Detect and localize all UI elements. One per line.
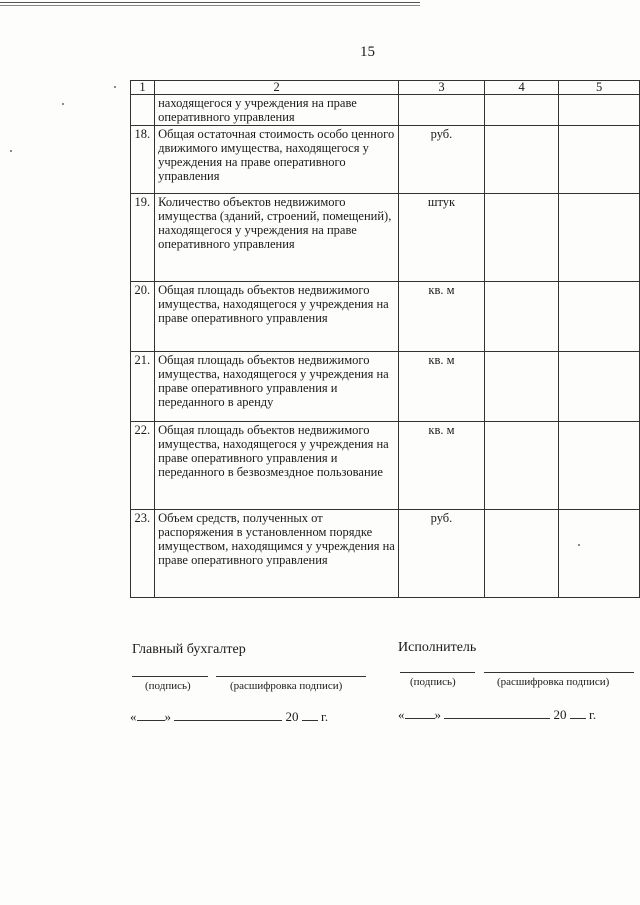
- chief-accountant-title: Главный бухгалтер: [132, 642, 246, 657]
- row-unit: руб.: [399, 510, 485, 598]
- date-field: [398, 707, 596, 723]
- row-description: Объем средств, полученных от распоряжения в установленном порядке имуществом, находящимся у учреждения на праве оперативного управления: [155, 510, 399, 598]
- table-row: [131, 510, 640, 598]
- page-number: 15: [360, 44, 375, 60]
- row-description: находящегося у учреждения на праве оперативного управления: [155, 95, 399, 126]
- header-cell: 5: [559, 81, 640, 95]
- row-number: 21.: [131, 352, 155, 422]
- row-number: 22.: [131, 422, 155, 510]
- date-close-quote: »: [434, 707, 441, 722]
- row-unit: кв. м: [399, 352, 485, 422]
- row-value-5: [559, 194, 640, 282]
- row-value-4: [484, 126, 559, 194]
- year-suffix: г.: [321, 709, 329, 724]
- signature-decode-caption: (расшифровка подписи): [230, 680, 343, 692]
- row-value-4: [484, 282, 559, 352]
- header-cell: 3: [399, 81, 485, 95]
- row-value-5: [559, 510, 640, 598]
- scan-speck: [62, 103, 64, 105]
- row-description: Количество объектов недвижимого имущества (зданий, строений, помещений), находящегося у учреждения на праве оперативного управления: [155, 194, 399, 282]
- row-unit: кв. м: [399, 282, 485, 352]
- table-header-row: [131, 81, 640, 95]
- signature-decode-line: [484, 672, 634, 673]
- row-value-4: [484, 194, 559, 282]
- row-value-4: [484, 422, 559, 510]
- row-unit: руб.: [399, 126, 485, 194]
- date-open-quote: «: [130, 709, 137, 724]
- date-open-quote: «: [398, 707, 405, 722]
- day-blank: [137, 720, 165, 721]
- row-value-5: [559, 126, 640, 194]
- row-number: 20.: [131, 282, 155, 352]
- header-cell: 2: [155, 81, 399, 95]
- row-description: Общая площадь объектов недвижимого имущества, находящегося у учреждения на праве оперативного управления: [155, 282, 399, 352]
- header-cell: 4: [484, 81, 559, 95]
- row-number: 23.: [131, 510, 155, 598]
- row-value-4: [484, 510, 559, 598]
- year-suffix: г.: [589, 707, 597, 722]
- table-row: [131, 126, 640, 194]
- signature-line: [132, 676, 208, 677]
- header-cell: 1: [131, 81, 155, 95]
- signature-decode-line: [216, 676, 366, 677]
- scan-edge-line: [0, 2, 420, 3]
- table-row: [131, 194, 640, 282]
- table-row: [131, 352, 640, 422]
- year-prefix: 20: [285, 709, 299, 724]
- signature-caption: (подпись): [410, 676, 456, 688]
- row-description: Общая площадь объектов недвижимого имущества, находящегося у учреждения на праве оперативного управления и переданного в аренду: [155, 352, 399, 422]
- month-blank: [444, 718, 550, 719]
- signature-caption: (подпись): [145, 680, 191, 692]
- report-table: [130, 80, 640, 598]
- year-blank: [302, 720, 318, 721]
- scan-speck: [10, 150, 12, 152]
- row-unit: [399, 95, 485, 126]
- row-value-5: [559, 352, 640, 422]
- year-blank: [570, 718, 586, 719]
- row-description: Общая площадь объектов недвижимого имущества, находящегося у учреждения на праве оперативного управления и переданного в безвозмездное пользование: [155, 422, 399, 510]
- executor-title: Исполнитель: [398, 640, 477, 655]
- scan-edge-line: [0, 5, 420, 6]
- table-row: [131, 282, 640, 352]
- signature-line: [400, 672, 475, 673]
- row-description: Общая остаточная стоимость особо ценного движимого имущества, находящегося у учреждения на праве оперативного управления: [155, 126, 399, 194]
- month-blank: [174, 720, 282, 721]
- row-number: 18.: [131, 126, 155, 194]
- row-value-4: [484, 352, 559, 422]
- day-blank: [405, 718, 435, 719]
- signature-decode-caption: (расшифровка подписи): [497, 676, 610, 688]
- table-row: [131, 422, 640, 510]
- year-prefix: 20: [553, 707, 567, 722]
- scan-speck: [578, 544, 580, 546]
- row-value-5: [559, 282, 640, 352]
- row-value-4: [484, 95, 559, 126]
- row-value-5: [559, 422, 640, 510]
- row-value-5: [559, 95, 640, 126]
- row-number: 19.: [131, 194, 155, 282]
- scan-speck: [114, 86, 116, 88]
- date-field: [130, 709, 328, 725]
- row-number: [131, 95, 155, 126]
- row-unit: штук: [399, 194, 485, 282]
- date-close-quote: »: [164, 709, 171, 724]
- row-unit: кв. м: [399, 422, 485, 510]
- table-row: [131, 95, 640, 126]
